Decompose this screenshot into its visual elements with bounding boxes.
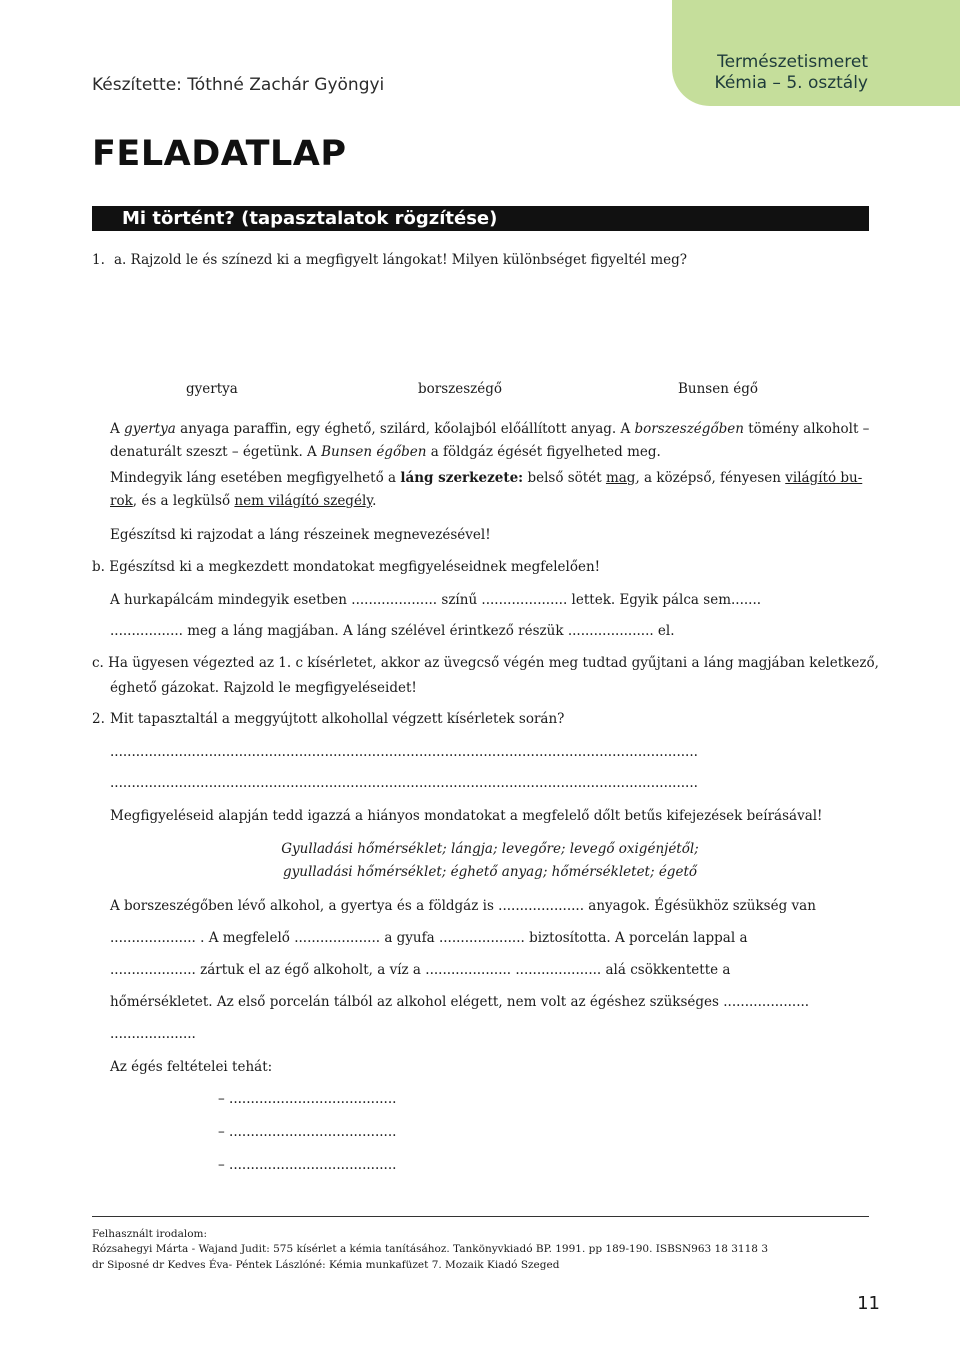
conditions-label: Az égés feltételei tehát: [110, 1059, 273, 1075]
condition-line-3[interactable]: – ....................................... [218, 1157, 397, 1173]
page-title: FELADATLAP [92, 134, 347, 174]
word-options-line-2: gyulladási hőmérséklet; éghető anyag; hőmérsékletet; égető [283, 864, 697, 880]
section-heading-bar [92, 206, 869, 231]
task2-instruction: Megfigyeléseid alapján tedd igazzá a hiányos mondatokat a megfelelő dőlt betűs kifejezések beírásával! [110, 808, 823, 824]
task1c-instruction-line-2: éghető gázokat. Rajzold le megfigyeléseidet! [110, 680, 417, 696]
subject-line-1: Természetismeret [717, 52, 868, 72]
flame-structure-line-2: rok, és a legkülső nem világító szegély. [110, 493, 377, 509]
word-options-line-1: Gyulladási hőmérséklet; lángja; levegőre; levegő oxigénjétől; [281, 841, 699, 857]
page-number: 11 [857, 1293, 880, 1314]
complete-drawing-instruction: Egészítsd ki rajzodat a láng részeinek megnevezésével! [110, 527, 491, 543]
task2-answer-line-1[interactable]: ......................................................................................................................................... [110, 744, 698, 760]
fill-sentence-line-1: A borszeszégőben lévő alkohol, a gyertya és a földgáz is .................... anyagok. Égésükhöz szükség van [110, 898, 816, 914]
section-heading: Mi történt? (tapasztalatok rögzítése) [122, 208, 498, 229]
reference-2: dr Siposné dr Kedves Éva- Péntek Lászlóné: Kémia munkafüzet 7. Mozaik Kiadó Szeged [92, 1259, 560, 1271]
task1b-instruction: b. Egészítsd ki a megkezdett mondatokat megfigyeléseidnek megfelelően! [92, 559, 601, 575]
task1-number: 1. [92, 252, 105, 268]
task2-answer-line-2[interactable]: ......................................................................................................................................... [110, 775, 698, 791]
label-bunsen-ego: Bunsen égő [678, 381, 758, 397]
label-borszeszego: borszeszégő [418, 381, 503, 397]
task1c-instruction-line-1: c. Ha ügyesen végezted az 1. c kísérletet, akkor az üvegcső végén meg tudtad gyűjtani a láng magjában keletkező, [92, 655, 879, 671]
label-gyertya: gyertya [186, 381, 238, 397]
flame-description-line-1: A gyertya anyaga paraffin, egy éghető, szilárd, kőolajból előállított anyag. A borszeszégőben tömény alkoholt – [110, 421, 870, 437]
condition-line-1[interactable]: – ....................................... [218, 1091, 397, 1107]
task1a-instruction: a. Rajzold le és színezd ki a megfigyelt lángokat! Milyen különbséget figyeltél meg? [114, 252, 688, 268]
flame-description-line-2: denaturált szeszt – égetünk. A Bunsen égőben a földgáz égését figyelheted meg. [110, 444, 661, 460]
fill-sentence-line-5: .................... [110, 1026, 196, 1042]
task2-number: 2. [92, 711, 105, 727]
fill-sentence-line-3: .................... zártuk el az égő alkoholt, a víz a .................... .................... alá csökkentette a [110, 962, 731, 978]
footer-divider [92, 1216, 869, 1217]
flame-structure-line-1: Mindegyik láng esetében megfigyelhető a láng szerkezete: belső sötét mag, a középső, fényesen világító bu- [110, 470, 863, 486]
reference-1: Rózsahegyi Márta - Wajand Judit: 575 kísérlet a kémia tanításához. Tankönyvkiadó BP. 1991. pp 189-190. ISBSN963 18 3118 3 [92, 1243, 768, 1255]
task1b-fill-line-1: A hurkapálcám mindegyik esetben .................... színű .................... lettek. Egyik pálca sem....... [110, 592, 762, 608]
task1b-fill-line-2: ................. meg a láng magjában. A láng szélével érintkező részük .................... el. [110, 623, 675, 639]
references-heading: Felhasznált irodalom: [92, 1228, 208, 1240]
task2-question: Mit tapasztaltál a meggyújtott alkohollal végzett kísérletek során? [110, 711, 565, 727]
fill-sentence-line-4: hőmérsékletet. Az első porcelán tálból az alkohol elégett, nem volt az égéshez szükséges .................... [110, 994, 810, 1010]
author-line: Készítette: Tóthné Zachár Gyöngyi [92, 75, 385, 95]
fill-sentence-line-2: .................... . A megfelelő .................... a gyufa .................... biztosította. A porcelán lappal a [110, 930, 748, 946]
subject-line-2: Kémia – 5. osztály [714, 73, 868, 93]
condition-line-2[interactable]: – ....................................... [218, 1124, 397, 1140]
subject-block [715, 52, 868, 94]
